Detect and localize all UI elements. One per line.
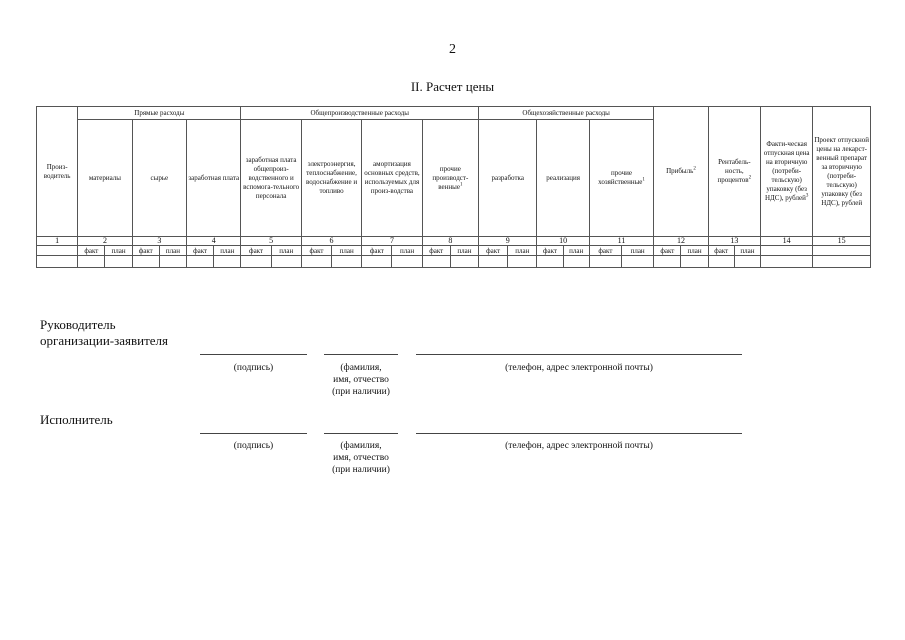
table-cell[interactable] xyxy=(214,256,241,268)
table-cell[interactable] xyxy=(362,256,392,268)
fact-label: факт xyxy=(589,246,621,256)
plan-label: план xyxy=(159,246,186,256)
producer-header: Произ-водитель xyxy=(37,107,78,237)
column-number: 14 xyxy=(760,237,812,246)
column-number: 10 xyxy=(537,237,589,246)
table-cell[interactable] xyxy=(450,256,478,268)
project-price-header: Проект отпускной цены на лекарст-венный препарат за вторичную (потреби-тельскую) упаковку (без НДС), рублей xyxy=(813,107,871,237)
column-number: 8 xyxy=(422,237,478,246)
table-cell[interactable] xyxy=(537,256,563,268)
plan-label: план xyxy=(622,246,654,256)
table-cell[interactable] xyxy=(392,256,422,268)
amortization-header: амортизация основных средств, используемых для произ-водства xyxy=(362,120,422,237)
other-production-header: прочие производст-венные$^1$ xyxy=(422,120,478,237)
production-costs-header: Общепроизводственные расходы xyxy=(241,107,479,120)
fact-label: факт xyxy=(241,246,271,256)
plan-label: план xyxy=(450,246,478,256)
table-cell[interactable] xyxy=(622,256,654,268)
plan-label: план xyxy=(681,246,708,256)
table-cell[interactable] xyxy=(681,256,708,268)
plan-label: план xyxy=(214,246,241,256)
table-cell[interactable] xyxy=(563,256,589,268)
energy-header: электроэнергия, теплоснабжение, водоснабжение и топливо xyxy=(301,120,361,237)
plan-label: план xyxy=(563,246,589,256)
table-cell[interactable] xyxy=(332,256,362,268)
column-number: 1 xyxy=(37,237,78,246)
plan-label: план xyxy=(392,246,422,256)
fact-label: факт xyxy=(654,246,681,256)
realization-header: реализация xyxy=(537,120,589,237)
table-cell[interactable] xyxy=(78,256,105,268)
fact-label: факт xyxy=(362,246,392,256)
executor-label: Исполнитель xyxy=(40,412,113,427)
fact-label: факт xyxy=(708,246,734,256)
head-name-line[interactable] xyxy=(324,354,398,355)
table-cell xyxy=(37,246,78,256)
fact-label: факт xyxy=(78,246,105,256)
table-cell[interactable] xyxy=(422,256,450,268)
direct-costs-header: Прямые расходы xyxy=(78,107,241,120)
executor-contact-line[interactable] xyxy=(416,433,742,434)
table-cell[interactable] xyxy=(734,256,760,268)
head-label-org: организации-заявителя xyxy=(40,333,169,348)
materials-header: материалы xyxy=(78,120,132,237)
head-contact-line[interactable] xyxy=(416,354,742,355)
business-costs-header: Общехозяйственные расходы xyxy=(479,107,654,120)
plan-label: план xyxy=(271,246,301,256)
general-salary-header: заработная плата общепроиз-водственного и вспомога-тельного персонала xyxy=(241,120,301,237)
page-number: 2 xyxy=(449,42,456,57)
column-number: 6 xyxy=(301,237,361,246)
table-cell[interactable] xyxy=(654,256,681,268)
column-number: 2 xyxy=(78,237,132,246)
table-cell xyxy=(760,246,812,256)
table-cell[interactable] xyxy=(813,256,871,268)
other-business-header: прочие хозяйственные$^1$ xyxy=(589,120,653,237)
fact-label: факт xyxy=(301,246,331,256)
fact-label: факт xyxy=(132,246,159,256)
column-number: 9 xyxy=(479,237,537,246)
section-title: II. Расчет цены xyxy=(410,79,495,94)
name-caption: (фамилия, имя, отчество (при наличии) xyxy=(332,441,390,475)
column-number: 3 xyxy=(132,237,186,246)
column-number: 7 xyxy=(362,237,422,246)
name-caption: (фамилия, имя, отчество (при наличии) xyxy=(332,363,390,397)
column-number: 15 xyxy=(813,237,871,246)
table-cell[interactable] xyxy=(708,256,734,268)
fact-label: факт xyxy=(537,246,563,256)
signature-caption: (подпись) xyxy=(233,363,274,373)
table-cell[interactable] xyxy=(271,256,301,268)
contact-caption: (телефон, адрес электронной почты) xyxy=(505,441,653,451)
column-number: 13 xyxy=(708,237,760,246)
plan-label: план xyxy=(105,246,132,256)
head-label: Руководитель xyxy=(40,317,116,332)
profit-header: Прибыль$^2$ xyxy=(654,107,708,237)
table-cell[interactable] xyxy=(301,256,331,268)
column-number: 12 xyxy=(654,237,708,246)
table-cell[interactable] xyxy=(132,256,159,268)
actual-price-header: Факти-ческая отпускная цена на вторичную (потреби-тельскую) упаковку (без НДС), рублей$^3$ xyxy=(760,107,812,237)
table-cell[interactable] xyxy=(187,256,214,268)
table-cell[interactable] xyxy=(105,256,132,268)
executor-name-line[interactable] xyxy=(324,433,398,434)
column-number: 4 xyxy=(187,237,241,246)
table-cell[interactable] xyxy=(159,256,186,268)
fact-label: факт xyxy=(422,246,450,256)
table-cell[interactable] xyxy=(508,256,537,268)
price-calculation-table xyxy=(36,106,871,268)
table-cell xyxy=(813,246,871,256)
salary-header: заработная плата xyxy=(187,120,241,237)
profitability-header: Рентабель-ность, процентов$^2$ xyxy=(708,107,760,237)
table-cell[interactable] xyxy=(241,256,271,268)
signature-caption: (подпись) xyxy=(233,441,274,451)
development-header: разработка xyxy=(479,120,537,237)
executor-signature-line[interactable] xyxy=(200,433,307,434)
raw-materials-header: сырье xyxy=(132,120,186,237)
plan-label: план xyxy=(332,246,362,256)
table-cell[interactable] xyxy=(760,256,812,268)
head-signature-line[interactable] xyxy=(200,354,307,355)
column-number: 5 xyxy=(241,237,301,246)
table-cell[interactable] xyxy=(479,256,508,268)
plan-label: план xyxy=(508,246,537,256)
fact-label: факт xyxy=(479,246,508,256)
fact-label: факт xyxy=(187,246,214,256)
plan-label: план xyxy=(734,246,760,256)
table-cell[interactable] xyxy=(589,256,621,268)
contact-caption: (телефон, адрес электронной почты) xyxy=(505,363,653,373)
column-number: 11 xyxy=(589,237,653,246)
table-cell[interactable] xyxy=(37,256,78,268)
